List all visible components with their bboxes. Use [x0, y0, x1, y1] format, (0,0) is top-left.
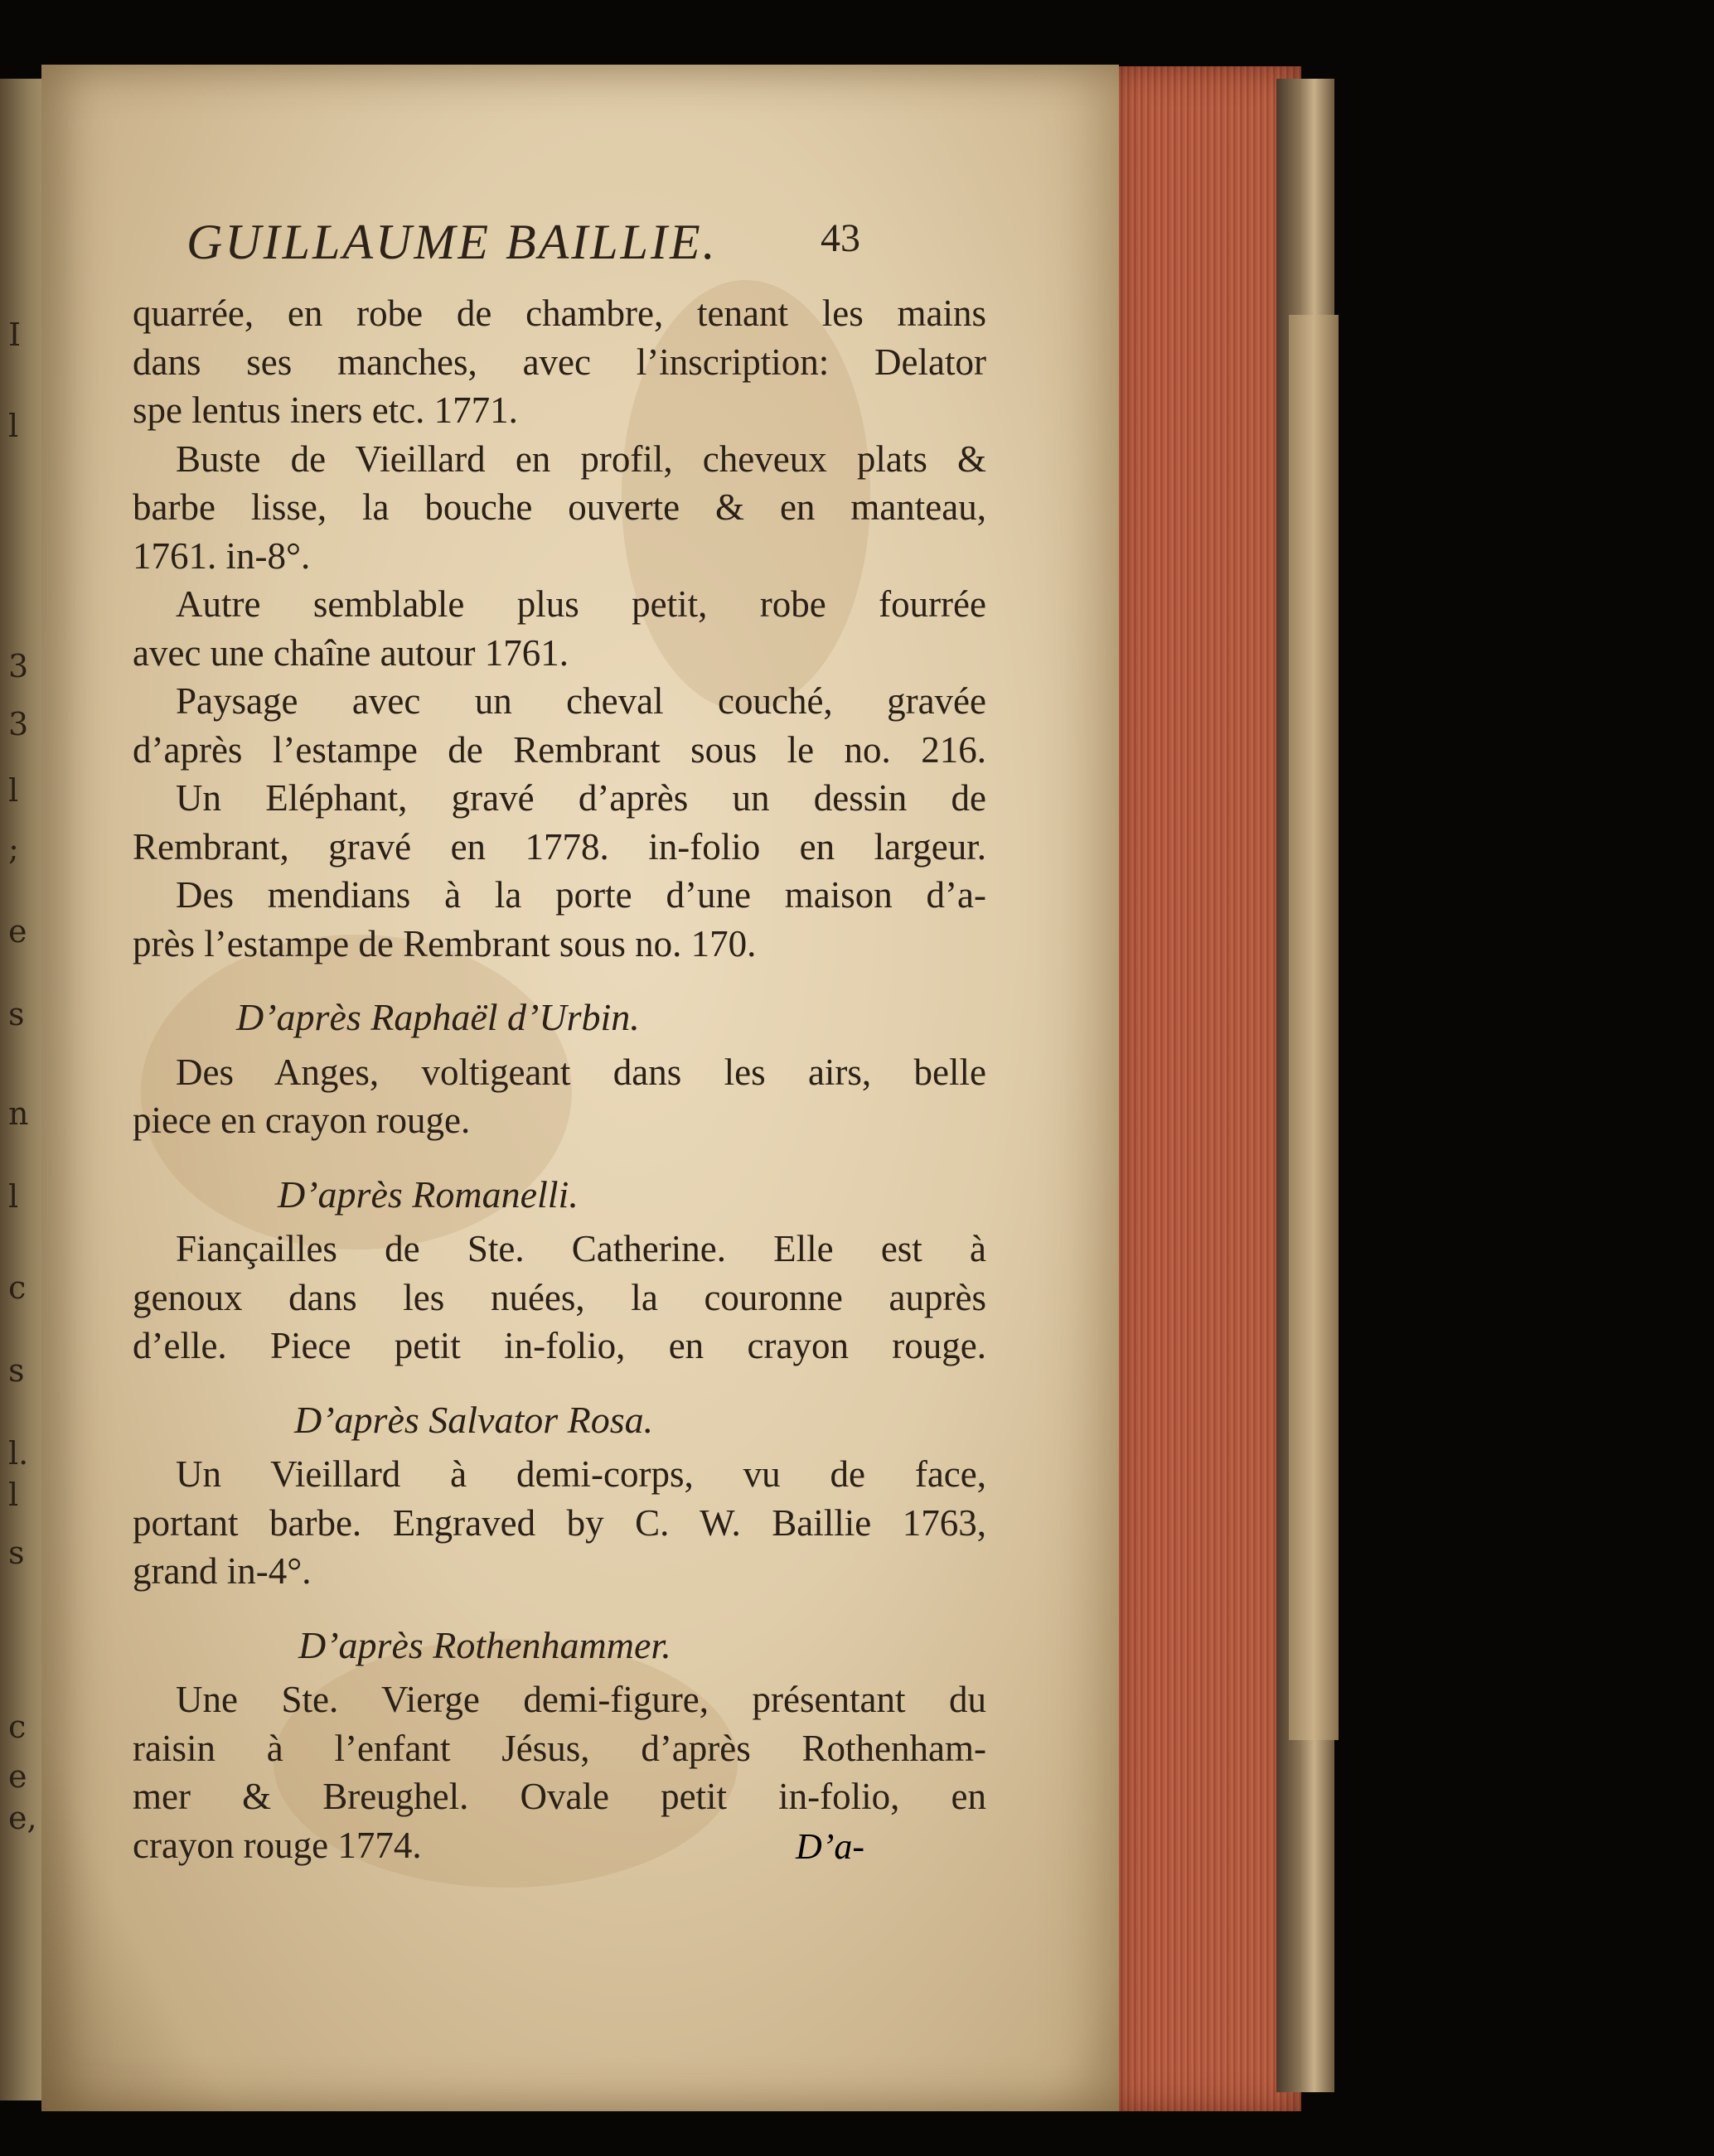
text-line: spe lentus iners etc. 1771.: [133, 389, 518, 431]
book-page: [41, 65, 1119, 2111]
running-head: GUILLAUME BAILLIE.: [186, 215, 718, 269]
text-line: dans ses manches, avec l’inscription: Delator: [133, 341, 986, 383]
text-line: Des Anges, voltigeant dans les airs, belle: [176, 1051, 986, 1093]
text-line: raisin à l’enfant Jésus, d’après Rothenham-: [133, 1727, 986, 1769]
text-line: Fiançailles de Ste. Catherine. Elle est à: [176, 1228, 986, 1269]
page-number: 43: [821, 216, 860, 260]
text-line: d’après l’estampe de Rembrant sous le no. 216.: [133, 728, 986, 771]
section-heading: D’après Romanelli.: [278, 1172, 579, 1216]
text-line: Autre semblable plus petit, robe fourrée: [176, 583, 986, 625]
facing-page-fragment: l: [8, 1178, 19, 1215]
text-line: Paysage avec un cheval couché, gravée: [176, 680, 986, 722]
facing-page-fragment: 3: [8, 706, 29, 742]
text-line: barbe lisse, la bouche ouverte & en manteau,: [133, 486, 986, 528]
text-line: Un Vieillard à demi-corps, vu de face,: [176, 1453, 986, 1495]
facing-page-fragment: l: [8, 1477, 19, 1513]
text-line: grand in-4°.: [133, 1550, 312, 1592]
text-line: d’elle. Piece petit in-folio, en crayon rouge.: [133, 1325, 986, 1366]
cover-spine-tab: [1289, 315, 1339, 1740]
facing-page-fragment: e: [8, 1758, 27, 1795]
text-line: mer & Breughel. Ovale petit in-folio, en: [133, 1776, 986, 1817]
facing-page-fragment: ;: [8, 830, 19, 867]
facing-page-fragment: e: [8, 913, 27, 950]
text-line: Une Ste. Vierge demi-figure, présentant du: [176, 1679, 986, 1720]
text-line: piece en crayon rouge.: [133, 1100, 471, 1141]
facing-page-fragment: s: [8, 996, 25, 1032]
facing-page-fragment: s: [8, 1352, 25, 1389]
text-line: 1761. in-8°.: [133, 534, 311, 577]
facing-page-fragment: s: [8, 1535, 25, 1571]
section-heading: D’après Rothenhammer.: [298, 1623, 671, 1666]
text-line: Des mendians à la porte d’une maison d’a-: [176, 874, 986, 916]
text-line: genoux dans les nuées, la couronne auprès: [133, 1276, 986, 1318]
section-heading: D’après Salvator Rosa.: [294, 1398, 654, 1441]
text-line: portant barbe. Engraved by C. W. Baillie 1763,: [133, 1501, 986, 1544]
text-line: Buste de Vieillard en profil, cheveux plats &: [176, 437, 986, 480]
facing-page-fragment: l: [8, 408, 19, 444]
text-line: Rembrant, gravé en 1778. in-folio en largeur.: [133, 825, 986, 868]
text-line: crayon rouge 1774.: [133, 1824, 422, 1866]
facing-page-fragment: 3: [8, 648, 29, 684]
facing-page-fragment: c: [8, 1709, 27, 1745]
text-line: quarrée, en robe de chambre, tenant les mains: [133, 292, 986, 334]
text-line: avec une chaîne autour 1761.: [133, 631, 569, 674]
text-line: près l’estampe de Rembrant sous no. 170.: [133, 922, 757, 964]
facing-page-fragment: l: [8, 772, 19, 809]
facing-page-fragment: c: [8, 1269, 27, 1306]
facing-page-fragment: n: [8, 1095, 29, 1132]
facing-page-fragment: l.: [8, 1435, 29, 1472]
page-fore-edge: [1111, 66, 1301, 2111]
text-line: Un Eléphant, gravé d’après un dessin de: [176, 777, 986, 819]
facing-page-fragment: e,: [8, 1800, 37, 1836]
section-heading: D’après Raphaël d’Urbin.: [236, 996, 640, 1038]
facing-page-fragment: I: [8, 317, 22, 353]
catchword: D’a-: [796, 1826, 865, 1867]
